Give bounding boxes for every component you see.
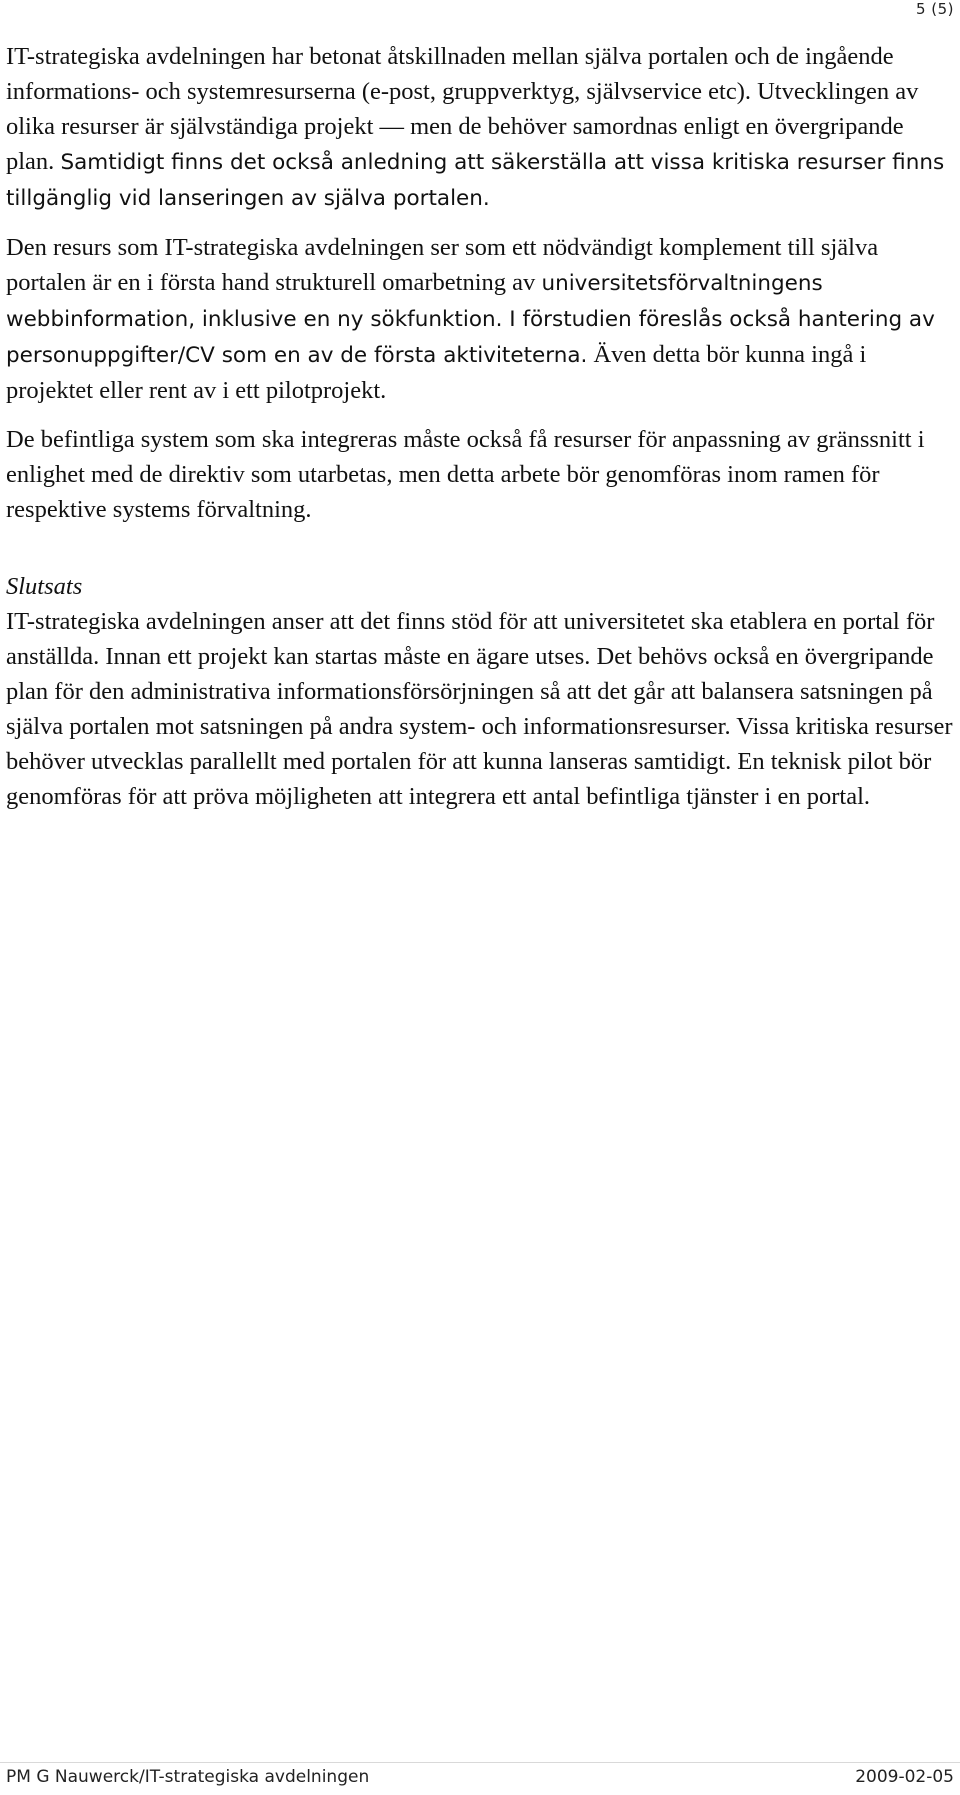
paragraph-portal-separation-critical-resources: Samtidigt finns det också anledning att säkerställa att vissa kritiska resurser finns tillgänglig vid lanseringen av själva portalen.: [6, 150, 945, 211]
paragraph-necessary-complement-pilot: Även detta bör kunna ingå i projektet eller rent av i ett pilotprojekt.: [6, 341, 867, 404]
footer-author: PM G Nauwerck/IT-strategiska avdelningen: [6, 1767, 370, 1787]
footer-divider: [0, 1762, 960, 1763]
page-number: 5 (5): [915, 0, 954, 18]
paragraph-necessary-complement-text: Den resurs som IT-strategiska avdelningen ser som ett nödvändigt komplement till själva portalen är en i första hand strukturell omarbetning av: [6, 234, 879, 296]
paragraph-necessary-complement-webinfo: universitetsförvaltningens webbinformation, inklusive en ny sökfunktion. I förstudien föreslås också hantering av personuppgifter/CV som en av de första aktiviteterna.: [6, 271, 935, 368]
paragraph-existing-systems: De befintliga system som ska integreras måste också få resurser för anpassning av gränssnitt i enlighet med de direktiv som utarbetas, men detta arbete bör genomföras inom ramen för respektive systems förvaltning.: [6, 426, 925, 523]
section-heading-slutsats: Slutsats: [6, 573, 83, 600]
footer-date: 2009-02-05: [855, 1767, 954, 1787]
document-body: [6, 39, 954, 828]
paragraph-conclusion: IT-strategiska avdelningen anser att det finns stöd för att universitetet ska etablera en portal för anställda. Innan ett projekt kan startas måste en ägare utses. Det behövs också en övergripande plan för den administrativa informationsförsörjningen så att det går att balansera satsningen på själva portalen mot satsningen på andra system- och informationsresurser. Vissa kritiska resurser behöver utvecklas parallellt med portalen för att kunna lanseras samtidigt. En teknisk pilot bör genomföras för att pröva möjligheten att integrera ett antal befintliga tjänster i en portal.: [6, 608, 953, 810]
paragraph-portal-separation-text: IT-strategiska avdelningen har betonat åtskillnaden mellan själva portalen och de ingående informations- och systemresurserna (e-post, gruppverktyg, självservice etc). Utvecklingen av olika resurser är självständiga projekt — men de behöver samordnas enligt en övergripande plan.: [6, 43, 919, 175]
paragraph-portal-separation: [6, 39, 954, 216]
paragraph-necessary-complement: [6, 230, 954, 408]
